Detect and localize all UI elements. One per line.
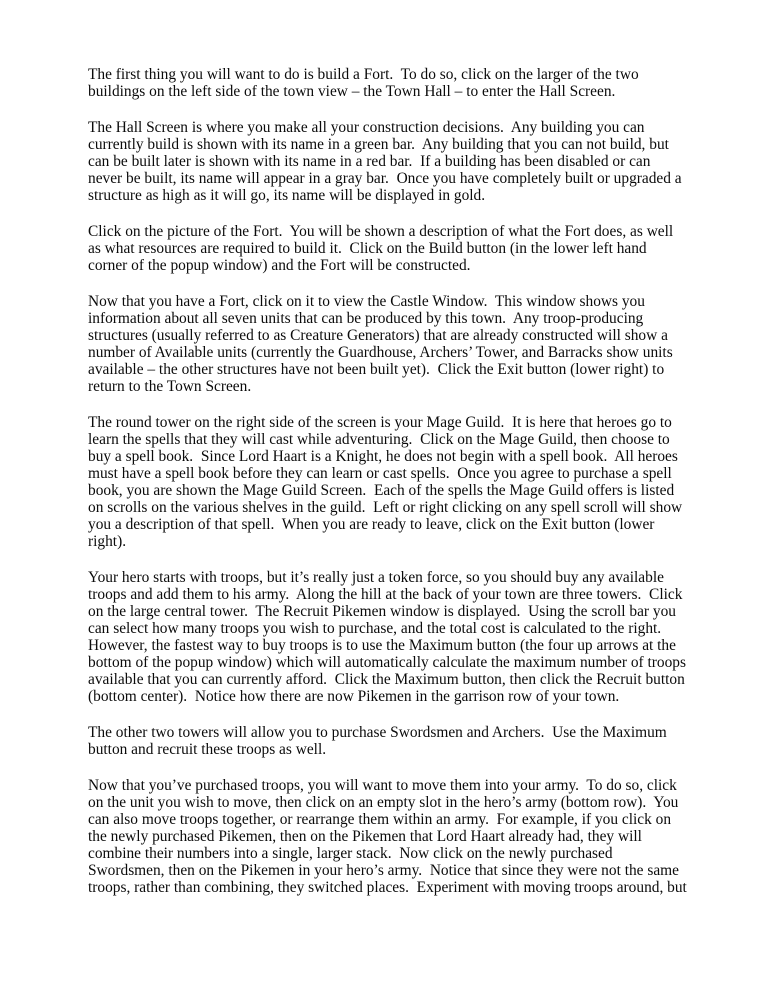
paragraph-other-towers: The other two towers will allow you to purchase Swordsmen and Archers. Use the Maximum button and recruit these troops as well. bbox=[88, 724, 671, 758]
paragraph-build-fort: The first thing you will want to do is build a Fort. To do so, click on the larger of the two buildings on the left side of the town view – the Town Hall – to enter the Hall Screen. bbox=[88, 66, 643, 100]
paragraph-castle-window: Now that you have a Fort, click on it to view the Castle Window. This window shows you information about all seven units that can be produced by this town. Any troop-producing structures (usually referred to as Creature Generators) that are already constructed will show a number of Available units (currently the Guardhouse, Archers’ Tower, and Barracks show units available – the other structures have not been built yet). Click the Exit button (lower right) to return to the Town Screen. bbox=[88, 293, 677, 395]
paragraph-move-troops: Now that you’ve purchased troops, you will want to move them into your army. To do so, click on the unit you wish to move, then click on an empty slot in the hero’s army (bottom row). You can also move troops together, or rearrange them within an army. For example, if you click on the newly purchased Pikemen, then on the Pikemen that Lord Haart already had, they will combine their numbers into a single, larger stack. Now click on the newly purchased Swordsmen, then on the Pikemen in your hero’s army. Notice that since they were not the same troops, rather than combining, they switched places. Experiment with moving troops around, but bbox=[88, 777, 687, 896]
manual-text-block bbox=[88, 66, 688, 896]
paragraph-recruit-troops: Your hero starts with troops, but it’s really just a token force, so you should buy any available troops and add them to his army. Along the hill at the back of your town are three towers. Click on the large central tower. The Recruit Pikemen window is displayed. Using the scroll bar you can select how many troops you wish to purchase, and the total cost is calculated to the right. However, the fastest way to buy troops is to use the Maximum button (the four up arrows at the bottom of the popup window) which will automatically calculate the maximum number of troops available that you can currently afford. Click the Maximum button, then click the Recruit button (bottom center). Notice how there are now Pikemen in the garrison row of your town. bbox=[88, 569, 690, 705]
paragraph-hall-screen: The Hall Screen is where you make all your construction decisions. Any building you can currently build is shown with its name in a green bar. Any building that you can not build, but can be built later is shown with its name in a red bar. If a building has been disabled or can never be built, its name will appear in a gray bar. Once you have completely built or upgraded a structure as high as it will go, its name will be displayed in gold. bbox=[88, 119, 686, 204]
paragraph-mage-guild: The round tower on the right side of the screen is your Mage Guild. It is here that heroes go to learn the spells that they will cast while adventuring. Click on the Mage Guild, then choose to buy a spell book. Since Lord Haart is a Knight, he does not begin with a spell book. All heroes must have a spell book before they can learn or cast spells. Once you agree to purchase a spell book, you are shown the Mage Guild Screen. Each of the spells the Mage Guild offers is listed on scrolls on the various shelves in the guild. Left or right clicking on any spell scroll will show you a description of that spell. When you are ready to leave, click on the Exit button (lower right). bbox=[88, 414, 687, 550]
paragraph-fort-picture: Click on the picture of the Fort. You will be shown a description of what the Fort does, as well as what resources are required to build it. Click on the Build button (in the lower left hand corner of the popup window) and the Fort will be constructed. bbox=[88, 223, 678, 274]
